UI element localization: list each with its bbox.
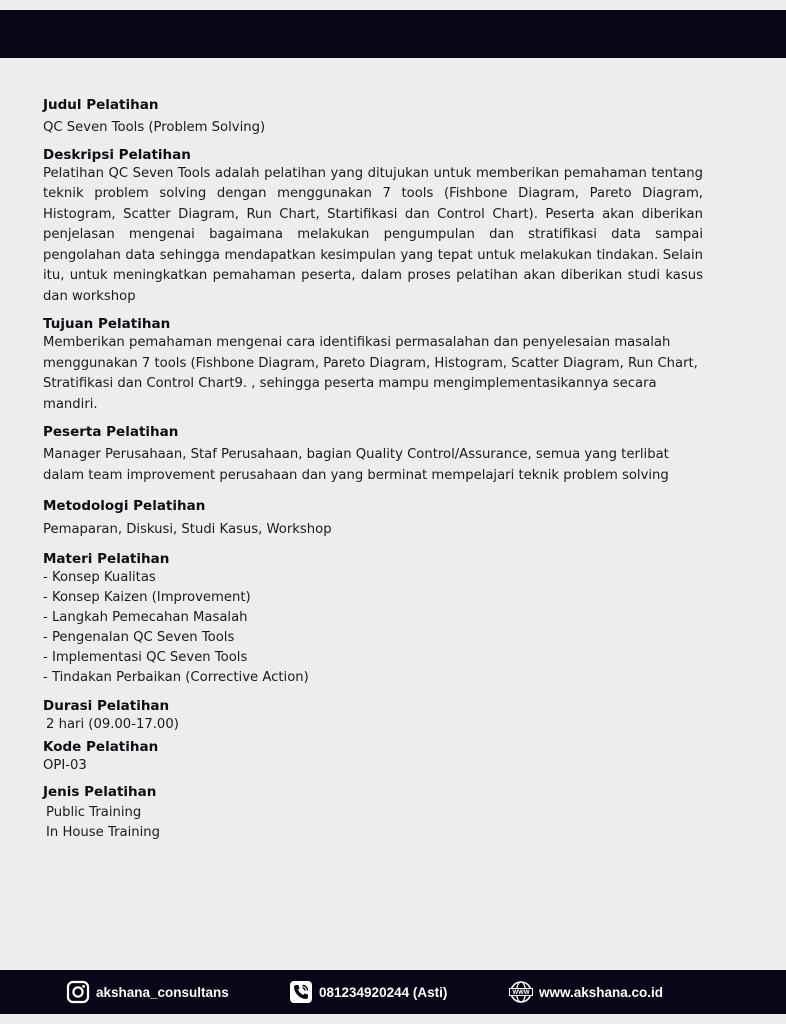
materi-item: - Pengenalan QC Seven Tools bbox=[43, 629, 235, 645]
tujuan-heading: Tujuan Pelatihan bbox=[43, 316, 171, 332]
judul-text: QC Seven Tools (Problem Solving) bbox=[43, 120, 266, 135]
section-tujuan bbox=[43, 315, 713, 415]
section-peserta bbox=[43, 423, 713, 486]
tujuan-line: Stratifikasi dan Control Chart9. , sehingga peserta mampu mengimplementasikannya secara mandiri. bbox=[43, 376, 657, 412]
materi-item: - Konsep Kaizen (Improvement) bbox=[43, 589, 251, 605]
peserta-heading: Peserta Pelatihan bbox=[43, 424, 179, 440]
tujuan-line: Memberikan pemahaman mengenai cara identifikasi permasalahan dan penyelesaian masalah bbox=[43, 335, 671, 350]
instagram-icon bbox=[66, 980, 90, 1004]
durasi-text: 2 hari (09.00-17.00) bbox=[46, 716, 179, 732]
section-metodologi bbox=[43, 497, 713, 541]
training-details bbox=[43, 96, 713, 844]
svg-text:WWW: WWW bbox=[512, 990, 530, 997]
section-deskripsi bbox=[43, 146, 713, 308]
durasi-heading: Durasi Pelatihan bbox=[43, 697, 170, 714]
phone-number: 081234920244 (Asti) bbox=[319, 984, 448, 1000]
header-bar bbox=[0, 10, 786, 58]
section-jenis bbox=[43, 783, 713, 844]
phone-icon bbox=[289, 980, 313, 1004]
deskripsi-text: Pelatihan QC Seven Tools adalah pelatihan yang ditujukan untuk memberikan pemahaman tentang teknik problem solving dengan menggunakan 7 tools (Fishbone Diagram, Pareto Diagram, Histogram, Scatter Diagram, Run Chart, Startifikasi dan Control Chart). Peserta akan diberikan penjelasan mengenai bagaimana melakukan pengumpulan dan stratifikasi data sampai pengolahan data sehingga mendapatkan kesimpulan yang tepat untuk melakukan tindakan. Selain itu, untuk meningkatkan pemahaman peserta, dalam proses pelatihan akan diberikan studi kasus dan workshop bbox=[43, 165, 703, 304]
footer-bar bbox=[0, 970, 786, 1014]
kode-text: OPI-03 bbox=[43, 758, 87, 773]
globe-www-icon bbox=[509, 980, 533, 1004]
materi-item: - Konsep Kualitas bbox=[43, 569, 156, 585]
peserta-line: dalam team improvement perusahaan dan yang berminat mempelajari teknik problem solving bbox=[43, 467, 669, 483]
jenis-item: In House Training bbox=[46, 825, 160, 840]
section-judul bbox=[43, 96, 713, 139]
metodologi-heading: Metodologi Pelatihan bbox=[43, 498, 206, 514]
peserta-line: Manager Perusahaan, Staf Perusahaan, bagian Quality Control/Assurance, semua yang terlibat bbox=[43, 447, 669, 462]
section-materi bbox=[43, 550, 713, 688]
metodologi-text: Pemaparan, Diskusi, Studi Kasus, Workshop bbox=[43, 522, 332, 537]
jenis-item: Public Training bbox=[46, 804, 142, 820]
footer-phone[interactable] bbox=[289, 980, 447, 1004]
tujuan-line: menggunakan 7 tools (Fishbone Diagram, Pareto Diagram, Histogram, Scatter Diagram, Run Chart, bbox=[43, 355, 698, 371]
materi-item: - Tindakan Perbaikan (Corrective Action) bbox=[43, 669, 309, 685]
kode-heading: Kode Pelatihan bbox=[43, 739, 159, 755]
materi-item: - Langkah Pemecahan Masalah bbox=[43, 609, 248, 625]
footer-website[interactable] bbox=[509, 980, 663, 1004]
footer-instagram[interactable] bbox=[66, 980, 229, 1004]
materi-heading: Materi Pelatihan bbox=[43, 550, 170, 567]
materi-item: - Implementasi QC Seven Tools bbox=[43, 649, 248, 665]
instagram-handle: akshana_consultans bbox=[96, 984, 229, 1000]
jenis-heading: Jenis Pelatihan bbox=[43, 783, 157, 800]
section-kode bbox=[43, 738, 713, 777]
judul-heading: Judul Pelatihan bbox=[43, 97, 159, 113]
deskripsi-heading: Deskripsi Pelatihan bbox=[43, 146, 191, 163]
section-durasi bbox=[43, 697, 713, 736]
website-url: www.akshana.co.id bbox=[539, 984, 664, 1000]
